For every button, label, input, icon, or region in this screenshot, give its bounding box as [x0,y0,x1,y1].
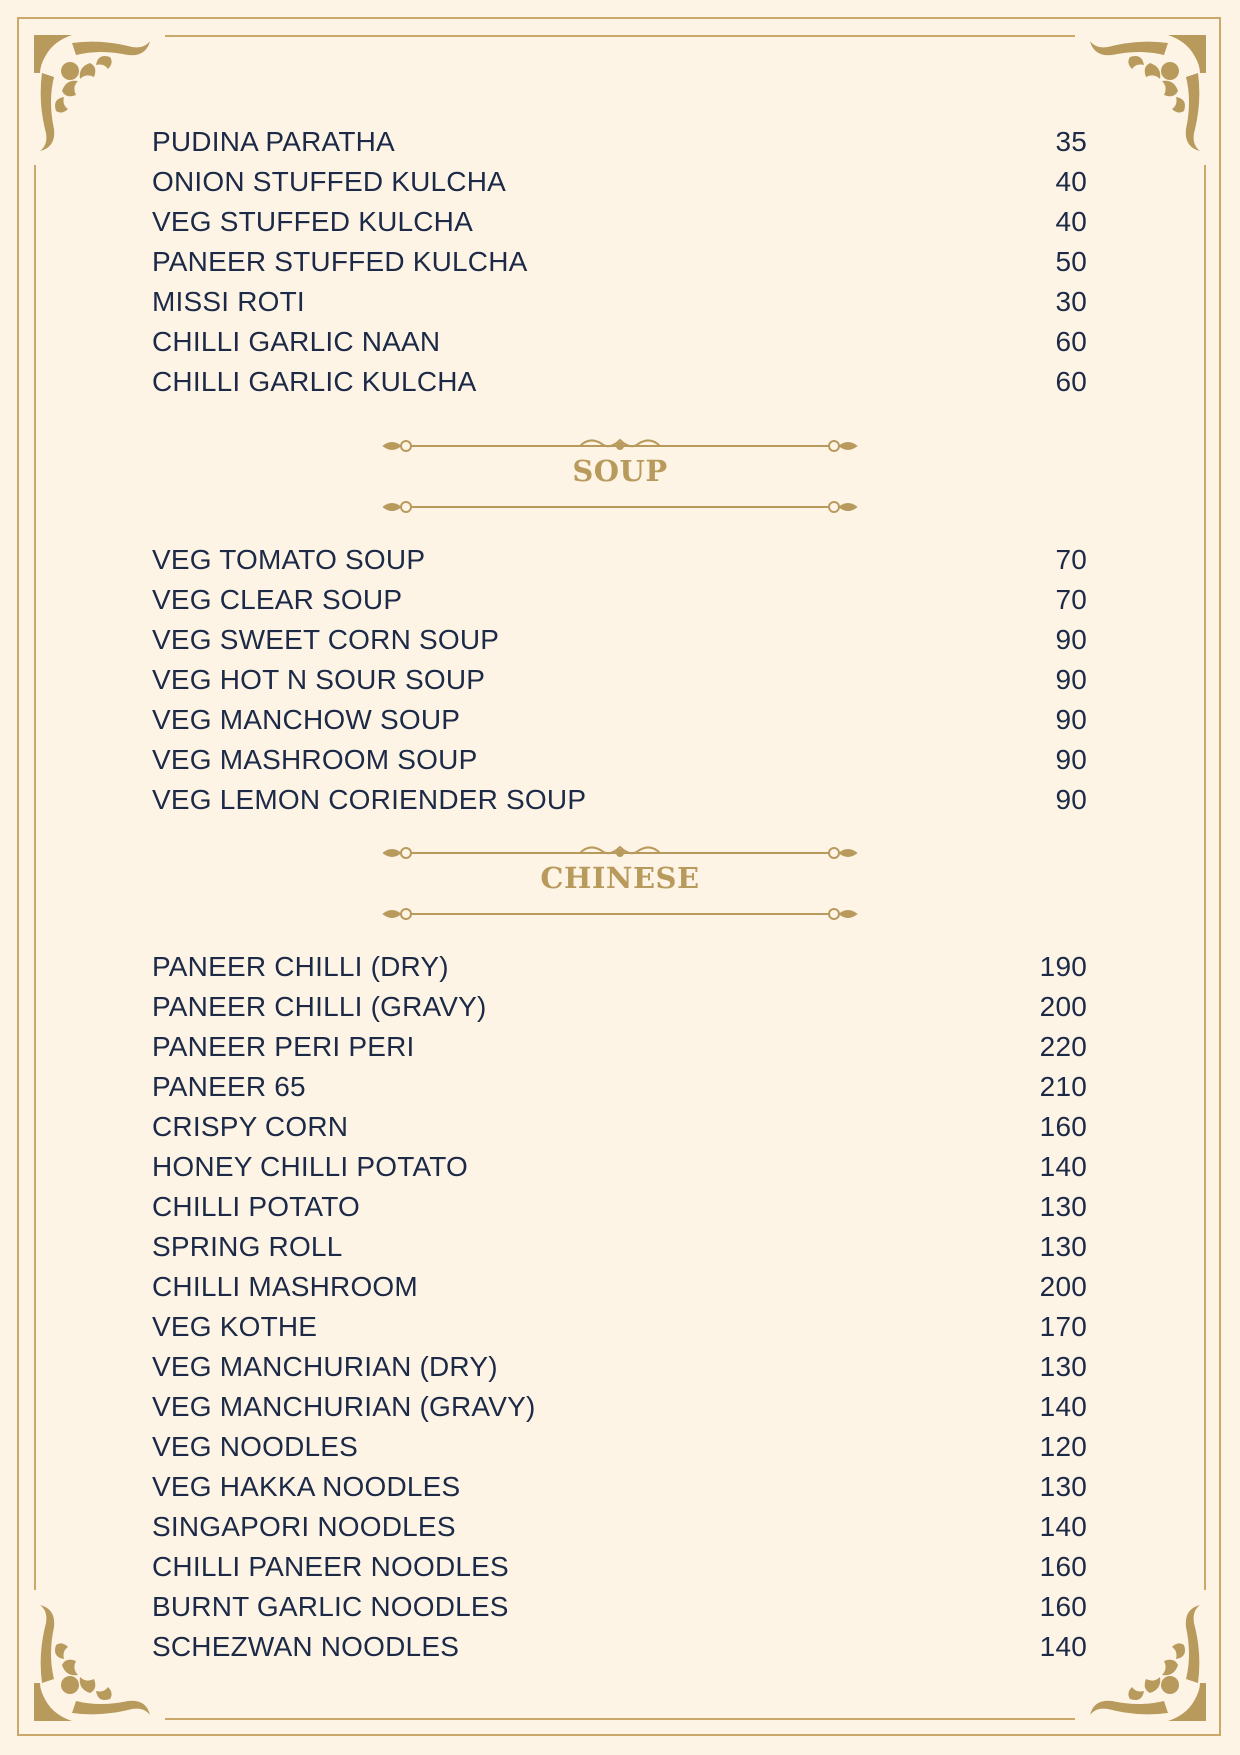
left-rule [34,165,36,1590]
item-price: 130 [1039,1191,1087,1222]
item-price: 70 [1055,584,1087,615]
top-rule [165,35,1075,37]
item-name: BURNT GARLIC NOODLES [152,1591,509,1622]
corner-ornament-bottom-left-icon [32,1603,152,1723]
item-price: 35 [1055,126,1087,157]
item-name: CRISPY CORN [152,1111,349,1142]
item-name: VEG HOT N SOUR SOUP [152,664,486,695]
item-price: 130 [1039,1351,1087,1382]
item-price: 30 [1055,286,1087,317]
item-name: HONEY CHILLI POTATO [152,1151,469,1182]
section-heading-chinese [380,843,860,923]
item-name: ONION STUFFED KULCHA [152,166,507,197]
menu-item [152,1067,1087,1107]
item-price: 130 [1039,1231,1087,1262]
item-price: 90 [1055,784,1087,815]
menu-item [152,1027,1087,1067]
menu-item [152,1627,1087,1667]
item-name: CHILLI GARLIC KULCHA [152,366,477,397]
item-price: 220 [1039,1031,1087,1062]
menu-item [152,1107,1087,1147]
divider-ornament-icon [380,436,860,456]
menu-item [152,1387,1087,1427]
item-price: 170 [1039,1311,1087,1342]
item-price: 200 [1039,1271,1087,1302]
item-price: 40 [1055,206,1087,237]
section-title: SOUP [572,454,668,488]
item-name: VEG TOMATO SOUP [152,544,426,575]
menu-item [152,162,1087,202]
menu-item [152,1427,1087,1467]
item-price: 160 [1039,1551,1087,1582]
menu-item [152,740,1087,780]
item-name: PANEER CHILLI (DRY) [152,951,449,982]
item-name: VEG STUFFED KULCHA [152,206,473,237]
item-price: 140 [1039,1391,1087,1422]
item-price: 160 [1039,1591,1087,1622]
item-name: CHILLI POTATO [152,1191,360,1222]
item-name: VEG MANCHOW SOUP [152,704,461,735]
item-name: VEG LEMON CORIENDER SOUP [152,784,587,815]
item-price: 120 [1039,1431,1087,1462]
item-price: 140 [1039,1511,1087,1542]
divider-ornament-icon [380,843,860,863]
item-price: 90 [1055,744,1087,775]
menu-item [152,282,1087,322]
item-price: 210 [1039,1071,1087,1102]
item-price: 60 [1055,366,1087,397]
menu-item [152,987,1087,1027]
item-price: 190 [1039,951,1087,982]
item-price: 60 [1055,326,1087,357]
item-price: 140 [1039,1151,1087,1182]
divider-ornament-icon [380,904,860,924]
menu-item [152,1187,1087,1227]
item-name: VEG MANCHURIAN (DRY) [152,1351,498,1382]
bottom-rule [165,1718,1075,1720]
menu-item [152,1227,1087,1267]
divider-ornament-icon [380,497,860,517]
item-name: SINGAPORI NOODLES [152,1511,456,1542]
menu-item [152,580,1087,620]
corner-ornament-bottom-right-icon [1088,1603,1208,1723]
item-price: 40 [1055,166,1087,197]
item-price: 70 [1055,544,1087,575]
item-name: VEG SWEET CORN SOUP [152,624,500,655]
item-name: CHILLI GARLIC NAAN [152,326,441,357]
menu-item [152,1587,1087,1627]
menu-item [152,322,1087,362]
item-price: 130 [1039,1471,1087,1502]
menu-item [152,1547,1087,1587]
item-price: 140 [1039,1631,1087,1662]
menu-item [152,1467,1087,1507]
item-name: CHILLI MASHROOM [152,1271,418,1302]
item-name: VEG MANCHURIAN (GRAVY) [152,1391,536,1422]
section-heading-soup [380,436,860,516]
menu-item [152,947,1087,987]
menu-item [152,620,1087,660]
item-name: MISSI ROTI [152,286,305,317]
menu-item [152,1147,1087,1187]
menu-item [152,1347,1087,1387]
menu-item [152,1307,1087,1347]
item-price: 200 [1039,991,1087,1022]
item-price: 90 [1055,704,1087,735]
item-name: PANEER CHILLI (GRAVY) [152,991,487,1022]
item-price: 50 [1055,246,1087,277]
item-name: VEG NOODLES [152,1431,359,1462]
item-price: 160 [1039,1111,1087,1142]
item-name: CHILLI PANEER NOODLES [152,1551,509,1582]
item-price: 90 [1055,624,1087,655]
item-name: VEG HAKKA NOODLES [152,1471,461,1502]
item-name: VEG CLEAR SOUP [152,584,403,615]
item-name: VEG MASHROOM SOUP [152,744,478,775]
item-name: PUDINA PARATHA [152,126,395,157]
item-name: SPRING ROLL [152,1231,343,1262]
corner-ornament-top-right-icon [1088,33,1208,153]
corner-ornament-top-left-icon [32,33,152,153]
item-name: VEG KOTHE [152,1311,318,1342]
item-price: 90 [1055,664,1087,695]
section-title: CHINESE [540,861,700,895]
menu-item [152,540,1087,580]
menu-item [152,202,1087,242]
menu-item [152,362,1087,402]
item-name: PANEER STUFFED KULCHA [152,246,528,277]
menu-item [152,1507,1087,1547]
menu-item [152,660,1087,700]
menu-item [152,242,1087,282]
item-name: SCHEZWAN NOODLES [152,1631,460,1662]
item-name: PANEER 65 [152,1071,306,1102]
menu-item [152,1267,1087,1307]
menu-item [152,700,1087,740]
menu-item [152,780,1087,820]
menu-item [152,122,1087,162]
item-name: PANEER PERI PERI [152,1031,415,1062]
right-rule [1204,165,1206,1590]
